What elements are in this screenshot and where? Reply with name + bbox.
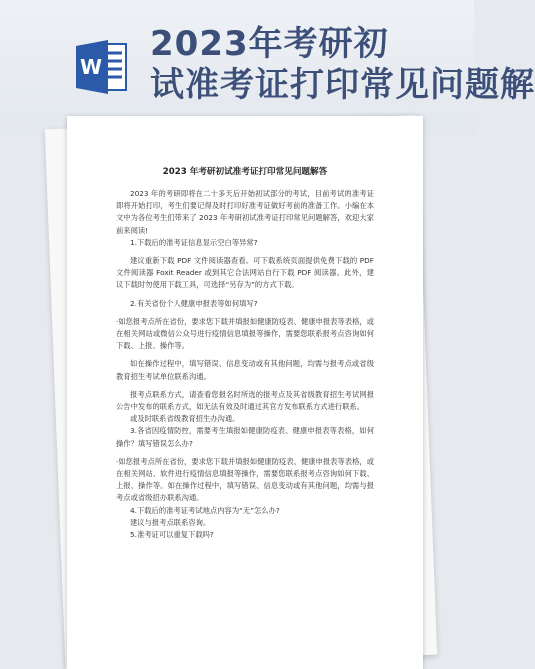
question-1: 1.下载后的准考证信息显示空白等异常? [130, 237, 258, 247]
paragraph-intro: 2023 年的考研即将在二十多天后开始初试部分的考试，目前考试的准考证即将开始打印，考生们要记得及时打印好准考证做好考前的准备工作。小编在本文中为各位考生们带来了 2023 年考研初试准考证打印常见问题解答，欢迎大家前来阅读! [116, 189, 374, 235]
banner-title-line-2: 试准考证打印常见问题解 [150, 65, 535, 105]
logo-letter: W [79, 55, 103, 79]
answer-2-part-4: 或及时联系省级教育招生办沟通。 [130, 414, 240, 424]
question-4: 4.下载后的准考证考试地点内容为“无”怎么办? [130, 505, 280, 515]
document-title: 2023 年考研初试准考证打印常见问题解答 [162, 167, 328, 177]
banner-title-line-1: 2023年考研初 [150, 24, 389, 64]
answer-1: 建议重新下载 PDF 文件阅读器查看。可下载系统页面提供免费下载的 PDF 文件阅读器 Foxit Reader 或到其它合法网站自行下载 PDF 阅读器。此外，建议下载时勿使用下载工具，可选择“另存为”的方式下载。 [116, 256, 374, 290]
answer-2-part-3: 报考点联系方式，请查看您报名时所选的报考点及其省级教育招生考试网报公告中发布的联系方式，如无法有效及时通过其官方发布联系方式进行联系。 [116, 389, 374, 412]
answer-2-part-2: 如在操作过程中，填写错误、信息变动或有其他问题，均需与报考点或省级教育招生考试单位联系沟通。 [116, 359, 374, 381]
answer-2-part-1: ·如您报考点所在省份，要求您下载并填报如健康防疫表、健康申报表等表格，或在相关网站或微信公众号进行疫情信息填报等操作，需要您联系报考点咨询如何下载、上报、操作等。 [116, 316, 374, 351]
question-2: 2.有关省份个人健康申报表等如何填写? [130, 298, 258, 308]
question-3: 3.各省因疫情防控，需要考生填报如健康防疫表、健康申报表等表格，如何操作？填写错误怎么办? [116, 426, 374, 448]
banner-title [150, 24, 535, 106]
document-page [67, 116, 423, 669]
answer-3: ·如您报考点所在省份，要求您下载并填报如健康防疫表、健康申报表等表格，或在相关网站、软件进行疫情信息填报等操作，需要您联系报考点咨询如何下载、上报、操作等。如在操作过程中，填写错误、信息变动或有其他问题，均需与报考点或省级招办联系沟通。 [116, 456, 374, 503]
word-logo-icon [76, 38, 128, 96]
document-body [116, 188, 374, 541]
question-5: 5.准考证可以重复下载吗? [130, 530, 214, 540]
answer-4: 建议与报考点联系咨询。 [130, 517, 211, 527]
